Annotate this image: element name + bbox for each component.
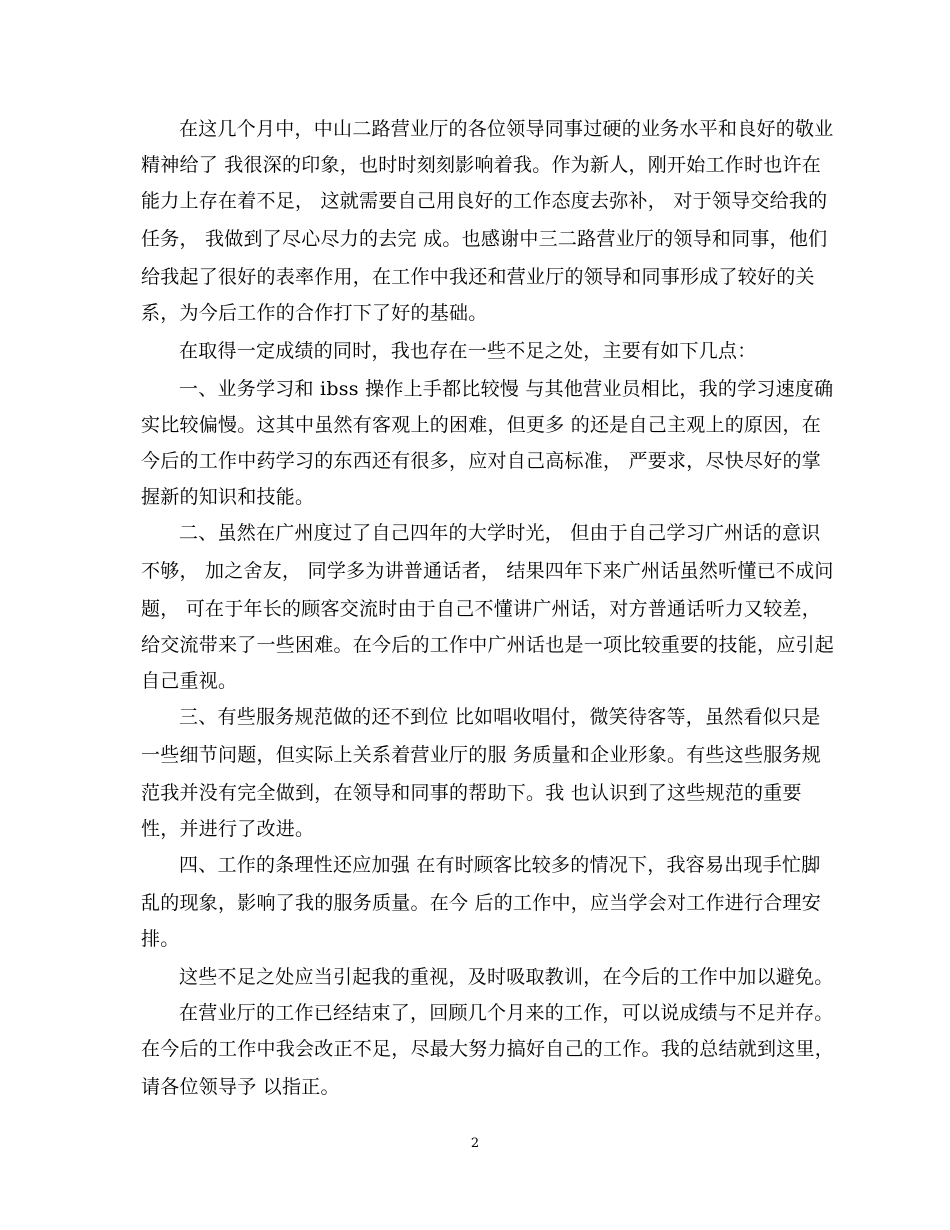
text-line: 在这几个月中，中山二路营业厅的各位领导同事过硬的业务水平和良好的敬业 (179, 118, 834, 140)
text-line: 在今后的工作中我会改正不足，尽最大努力搞好自己的工作。我的总结就到这里， (141, 1038, 835, 1060)
text-line: 性，并进行了改进。 (141, 818, 315, 840)
text-line: 今后的工作中药学习的东西还有很多，应对自己高标准， 严要求，尽快尽好的掌 (141, 450, 822, 472)
text-line: 范我并没有完全做到，在领导和同事的帮助下。我 也认识到了这些规范的重要 (141, 782, 802, 804)
text-line: 一、业务学习和 ibss 操作上手都比较慢 与其他营业员相比，我的学习速度确 (179, 378, 834, 400)
text-line: 自己重视。 (141, 670, 238, 692)
text-line: 给我起了很好的表率作用，在工作中我还和营业厅的领导和同事形成了较好的关 (141, 266, 815, 288)
text-line: 握新的知识和技能。 (141, 486, 315, 508)
text-line: 系，为今后工作的合作打下了好的基础。 (141, 302, 488, 324)
text-line: 请各位领导予 以指正。 (141, 1076, 340, 1098)
page-number: 2 (470, 1136, 480, 1151)
text-line: 精神给了 我很深的印象，也时时刻刻影响着我。作为新人，刚开始工作时也许在 (141, 154, 822, 176)
text-line: 三、有些服务规范做的还不到位 比如唱收唱付，微笑待客等，虽然看似只是 (179, 706, 821, 728)
text-line: 实比较偏慢。这其中虽然有客观上的困难，但更多 的还是自己主观上的原因，在 (141, 414, 822, 436)
text-line: 乱的现象，影响了我的服务质量。在今 后的工作中，应当学会对工作进行合理安 (141, 892, 822, 914)
text-line: 任务， 我做到了尽心尽力的去完 成。也感谢中三二路营业厅的领导和同事，他们 (141, 228, 828, 250)
text-line: 一些细节问题，但实际上关系着营业厅的服 务质量和企业形象。有些这些服务规 (141, 744, 822, 766)
text-line: 在营业厅的工作已经结束了，回顾几个月来的工作，可以说成绩与不足并存。 (179, 1002, 834, 1024)
text-line: 二、虽然在广州度过了自己四年的大学时光， 但由于自己学习广州话的意识 (179, 522, 821, 544)
text-line: 题， 可在于年长的顾客交流时由于自己不懂讲广州话，对方普通话听力又较差， (141, 598, 822, 620)
text-line: 给交流带来了一些困难。在今后的工作中广州话也是一项比较重要的技能，应引起 (141, 634, 835, 656)
text-line: 排。 (141, 928, 180, 950)
text-line: 四、工作的条理性还应加强 在有时顾客比较多的情况下，我容易出现手忙脚 (179, 854, 821, 876)
text-line: 能力上存在着不足， 这就需要自己用良好的工作态度去弥补， 对于领导交给我的 (141, 190, 828, 212)
text-line: 不够， 加之舍友， 同学多为讲普通话者， 结果四年下来广州话虽然听懂已不成问 (141, 560, 834, 582)
text-line: 在取得一定成绩的同时，我也存在一些不足之处，主要有如下几点： (179, 340, 757, 362)
text-line: 这些不足之处应当引起我的重视，及时吸取教训，在今后的工作中加以避免。 (179, 966, 834, 988)
